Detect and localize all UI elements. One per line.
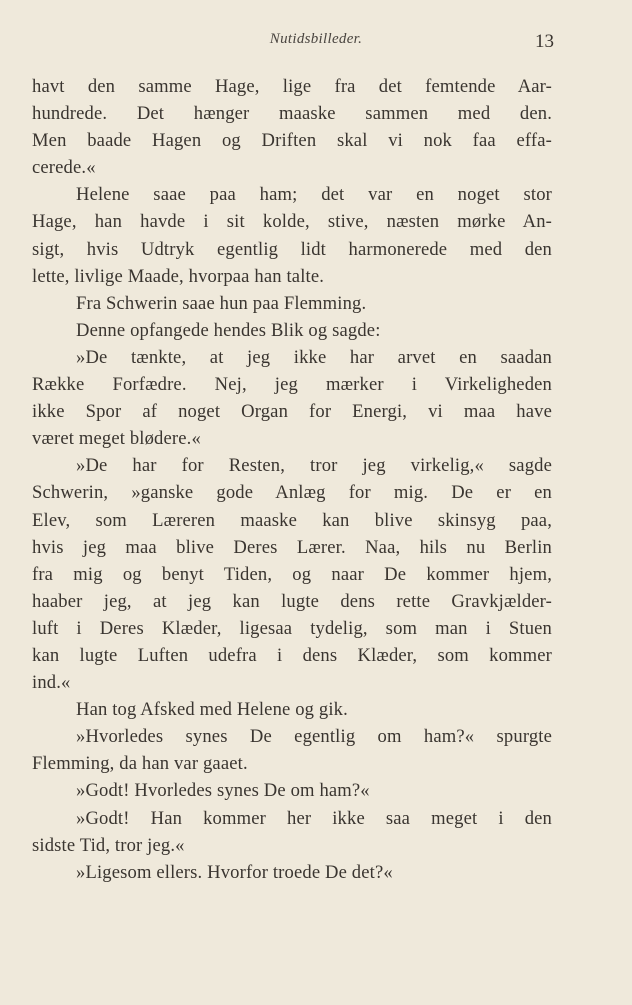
text-line: været meget blødere.« [32,428,201,450]
text-line: kan lugte Luften udefra i dens Klæder, som kommer [32,644,552,666]
text-line: lette, livlige Maade, hvorpaa han talte. [32,265,325,287]
text-line: fra mig og benyt Tiden, og naar De kommer hjem, [32,563,552,585]
page-header [0,31,632,55]
text-line: »Godt! Han kommer her ikke saa meget i den [76,807,552,829]
text-line: Schwerin, »ganske gode Anlæg for mig. De er en [32,482,552,504]
text-line: Han tog Afsked med Helene og gik. [76,699,348,721]
text-line: »Ligesom ellers. Hvorfor troede De det?« [76,861,393,883]
text-line: Hage, han havde i sit kolde, stive, næsten mørke An- [32,211,552,233]
text-line: »De tænkte, at jeg ikke har arvet en saadan [76,346,552,368]
text-line: Fra Schwerin saae hun paa Flemming. [76,292,367,314]
text-line: »Godt! Hvorledes synes De om ham?« [76,780,370,802]
body-text [32,73,552,886]
text-line: luft i Deres Klæder, ligesaa tydelig, som man i Stuen [32,617,552,639]
text-line: cerede.« [32,157,96,179]
text-line: »Hvorledes synes De egentlig om ham?« spurgte [76,726,552,748]
text-line: »De har for Resten, tror jeg virkelig,« sagde [76,455,552,477]
text-line: Række Forfædre. Nej, jeg mærker i Virkeligheden [32,374,552,396]
text-line: sidste Tid, tror jeg.« [32,834,185,856]
text-line: sigt, hvis Udtryk egentlig lidt harmonerede med den [32,238,552,260]
text-line: hvis jeg maa blive Deres Lærer. Naa, hils nu Berlin [32,536,552,558]
text-line: ikke Spor af noget Organ for Energi, vi maa have [32,401,552,423]
text-line: Helene saae paa ham; det var en noget stor [76,184,552,206]
running-title: Nutidsbilleder. [269,31,363,47]
text-line: Flemming, da han var gaaet. [32,753,248,775]
text-line: haaber jeg, at jeg kan lugte dens rette Gravkjælder- [32,590,552,612]
page-number: 13 [535,31,554,52]
text-line: hundrede. Det hænger maaske sammen med den. [32,103,552,125]
text-line: Men baade Hagen og Driften skal vi nok faa effa- [32,130,552,152]
text-line: ind.« [32,672,71,694]
text-line: Elev, som Læreren maaske kan blive skinsyg paa, [32,509,552,531]
text-line: Denne opfangede hendes Blik og sagde: [76,319,381,341]
text-line: havt den samme Hage, lige fra det femtende Aar- [32,76,552,97]
